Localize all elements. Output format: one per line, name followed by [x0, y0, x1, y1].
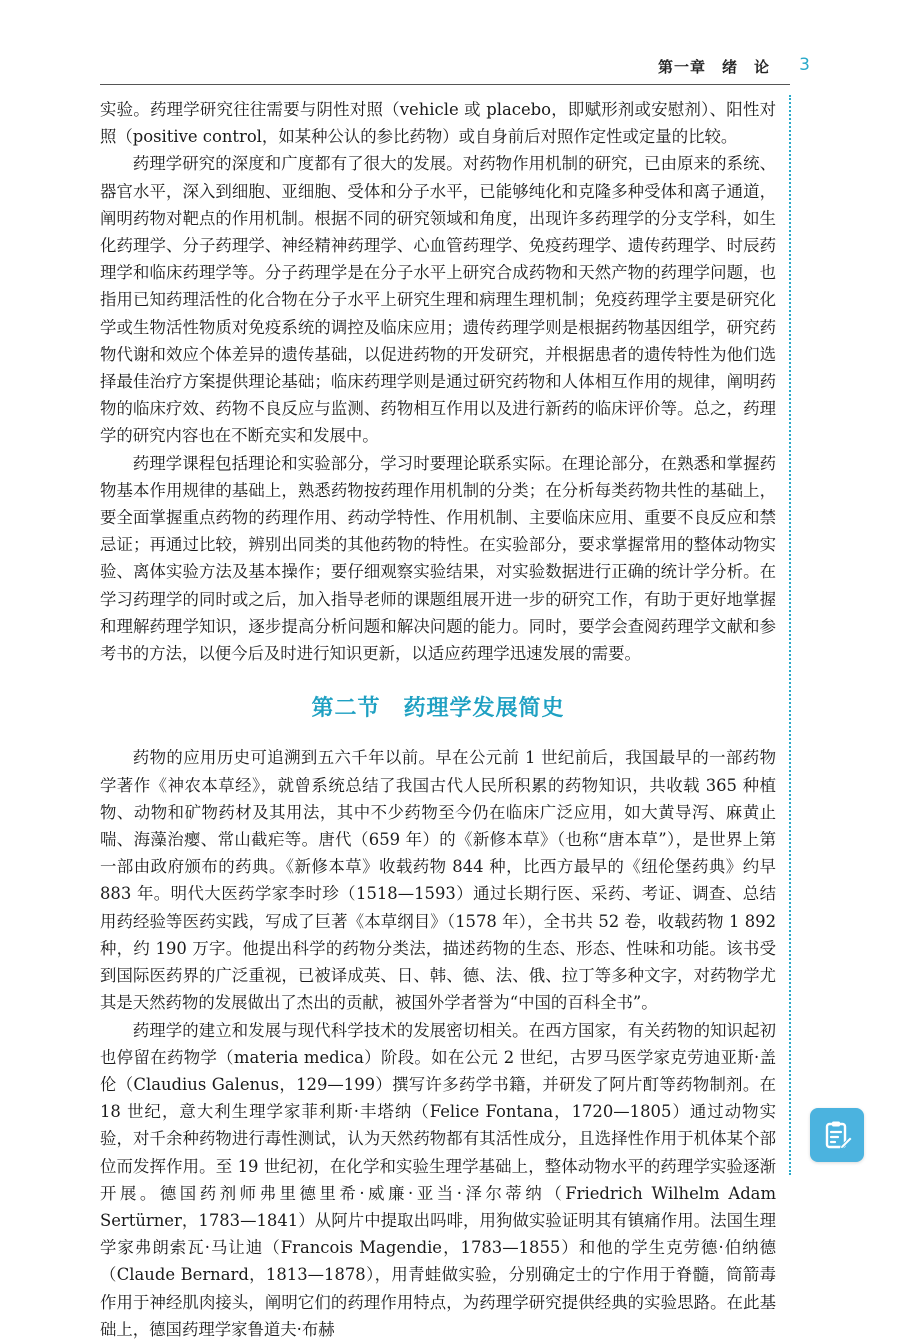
paragraph-history-china: 药物的应用历史可追溯到五六千年以前。早在公元前 1 世纪前后，我国最早的一部药物学著作《神农本草经》，就曾系统总结了我国古代人民所积累的药物知识，共收载 365 种植物、动物和矿物药材及其用法，其中不少药物至今仍在临床广泛应用，如大黄导泻、麻黄止喘、海藻治瘿、常山截疟等。唐代（659 年）的《新修本草》（也称“唐本草”），是世界上第一部由政府颁布的药典。《新修本草》收载药物 844 种，比西方最早的《纽伦堡药典》约早 883 年。明代大医药学家李时珍（1518—1593）通过长期行医、采药、考证、调查、总结用药经验等医药实践，写成了巨著《本草纲目》（1578 年），全书共 52 卷，收载药物 1 892 种，约 190 万字。他提出科学的药物分类法，描述药物的生态、形态、性味和功能。该书受到国际医药界的广泛重视，已被译成英、日、韩、德、法、俄、拉丁等多种文字，对药物学尤其是天然药物的发展做出了杰出的贡献，被国外学者誉为“中国的百科全书”。	[100, 748, 776, 1013]
notes-button[interactable]	[810, 1108, 864, 1162]
page-number: 3	[799, 55, 810, 75]
chapter-title: 第一章 绪 论	[657, 58, 770, 76]
paragraph-continued: 实验。药理学研究往往需要与阴性对照（vehicle 或 placebo，即赋形剂或安慰剂）、阳性对照（positive control，如某种公认的参比药物）或自身前后对照作定性或定量的比较。	[100, 100, 776, 147]
section-heading: 第二节 药理学发展简史	[311, 696, 565, 722]
paragraph-history-west: 药理学的建立和发展与现代科学技术的发展密切相关。在西方国家，有关药物的知识起初也停留在药物学（materia medica）阶段。如在公元 2 世纪，古罗马医学家克劳迪亚斯·盖伦（Claudius Galenus，129—199）撰写许多药学书籍，并研发了阿片酊等药物制剂。在 18 世纪，意大利生理学家菲利斯·丰塔纳（Felice Fontana，1720—1805）通过动物实验，对千余种药物进行毒性测试，认为天然药物都有其活性成分，且选择性作用于机体某个部位而发挥作用。至 19 世纪初，在化学和实验生理学基础上，整体动物水平的药理学实验逐渐开展。德国药剂师弗里德里希·威廉·亚当·泽尔蒂纳（Friedrich Wilhelm Adam Sertürner，1783—1841）从阿片中提取出吗啡，用狗做实验证明其有镇痛作用。法国生理学家弗朗索瓦·马让迪（Francois Magendie，1783—1855）和他的学生克劳德·伯纳德（Claude Bernard，1813—1878），用青蛙做实验，分别确定士的宁作用于脊髓，筒箭毒作用于神经肌肉接头，阐明它们的药理作用特点，为药理学研究提供经典的实验思路。在此基础上，德国药理学家鲁道夫·布赫	[100, 1020, 776, 1339]
margin-dotted-line	[789, 95, 791, 1175]
paragraph-course-content: 药理学课程包括理论和实验部分，学习时要理论联系实际。在理论部分，在熟悉和掌握药物基本作用规律的基础上，熟悉药物按药理作用机制的分类；在分析每类药物共性的基础上，要全面掌握重点药物的药理作用、药动学特性、作用机制、主要临床应用、重要不良反应和禁忌证；再通过比较，辨别出同类的其他药物的特性。在实验部分，要求掌握常用的整体动物实验、离体实验方法及基本操作；要仔细观察实验结果，对实验数据进行正确的统计学分析。在学习药理学的同时或之后，加入指导老师的课题组展开进一步的研究工作，有助于更好地掌握和理解药理学知识，逐步提高分析问题和解决问题的能力。同时，要学会查阅药理学文献和参考书的方法，以便今后及时进行知识更新，以适应药理学迅速发展的需要。	[100, 453, 776, 664]
header-rule	[100, 84, 790, 85]
page-body	[100, 96, 776, 1343]
page-header	[100, 52, 810, 84]
notes-clipboard-icon	[821, 1119, 853, 1151]
paragraph-research-development: 药理学研究的深度和广度都有了很大的发展。对药物作用机制的研究，已由原来的系统、器官水平，深入到细胞、亚细胞、受体和分子水平，已能够纯化和克隆多种受体和离子通道，阐明药物对靶点的作用机制。根据不同的研究领域和角度，出现许多药理学的分支学科，如生化药理学、分子药理学、神经精神药理学、心血管药理学、免疫药理学、遗传药理学、时辰药理学和临床药理学等。分子药理学是在分子水平上研究合成药物和天然产物的药理学问题，也指用已知药理活性的化合物在分子水平上研究生理和病理生理机制；免疫药理学主要是研究化学或生物活性物质对免疫系统的调控及临床应用；遗传药理学则是根据药物基因组学，研究药物代谢和效应个体差异的遗传基础，以促进药物的开发研究，并根据患者的遗传特性为他们选择最佳治疗方案提供理论基础；临床药理学则是通过研究药物和人体相互作用的规律，阐明药物的临床疗效、药物不良反应与监测、药物相互作用以及进行新药的临床评价等。总之，药理学的研究内容也在不断充实和发展中。	[100, 154, 776, 446]
